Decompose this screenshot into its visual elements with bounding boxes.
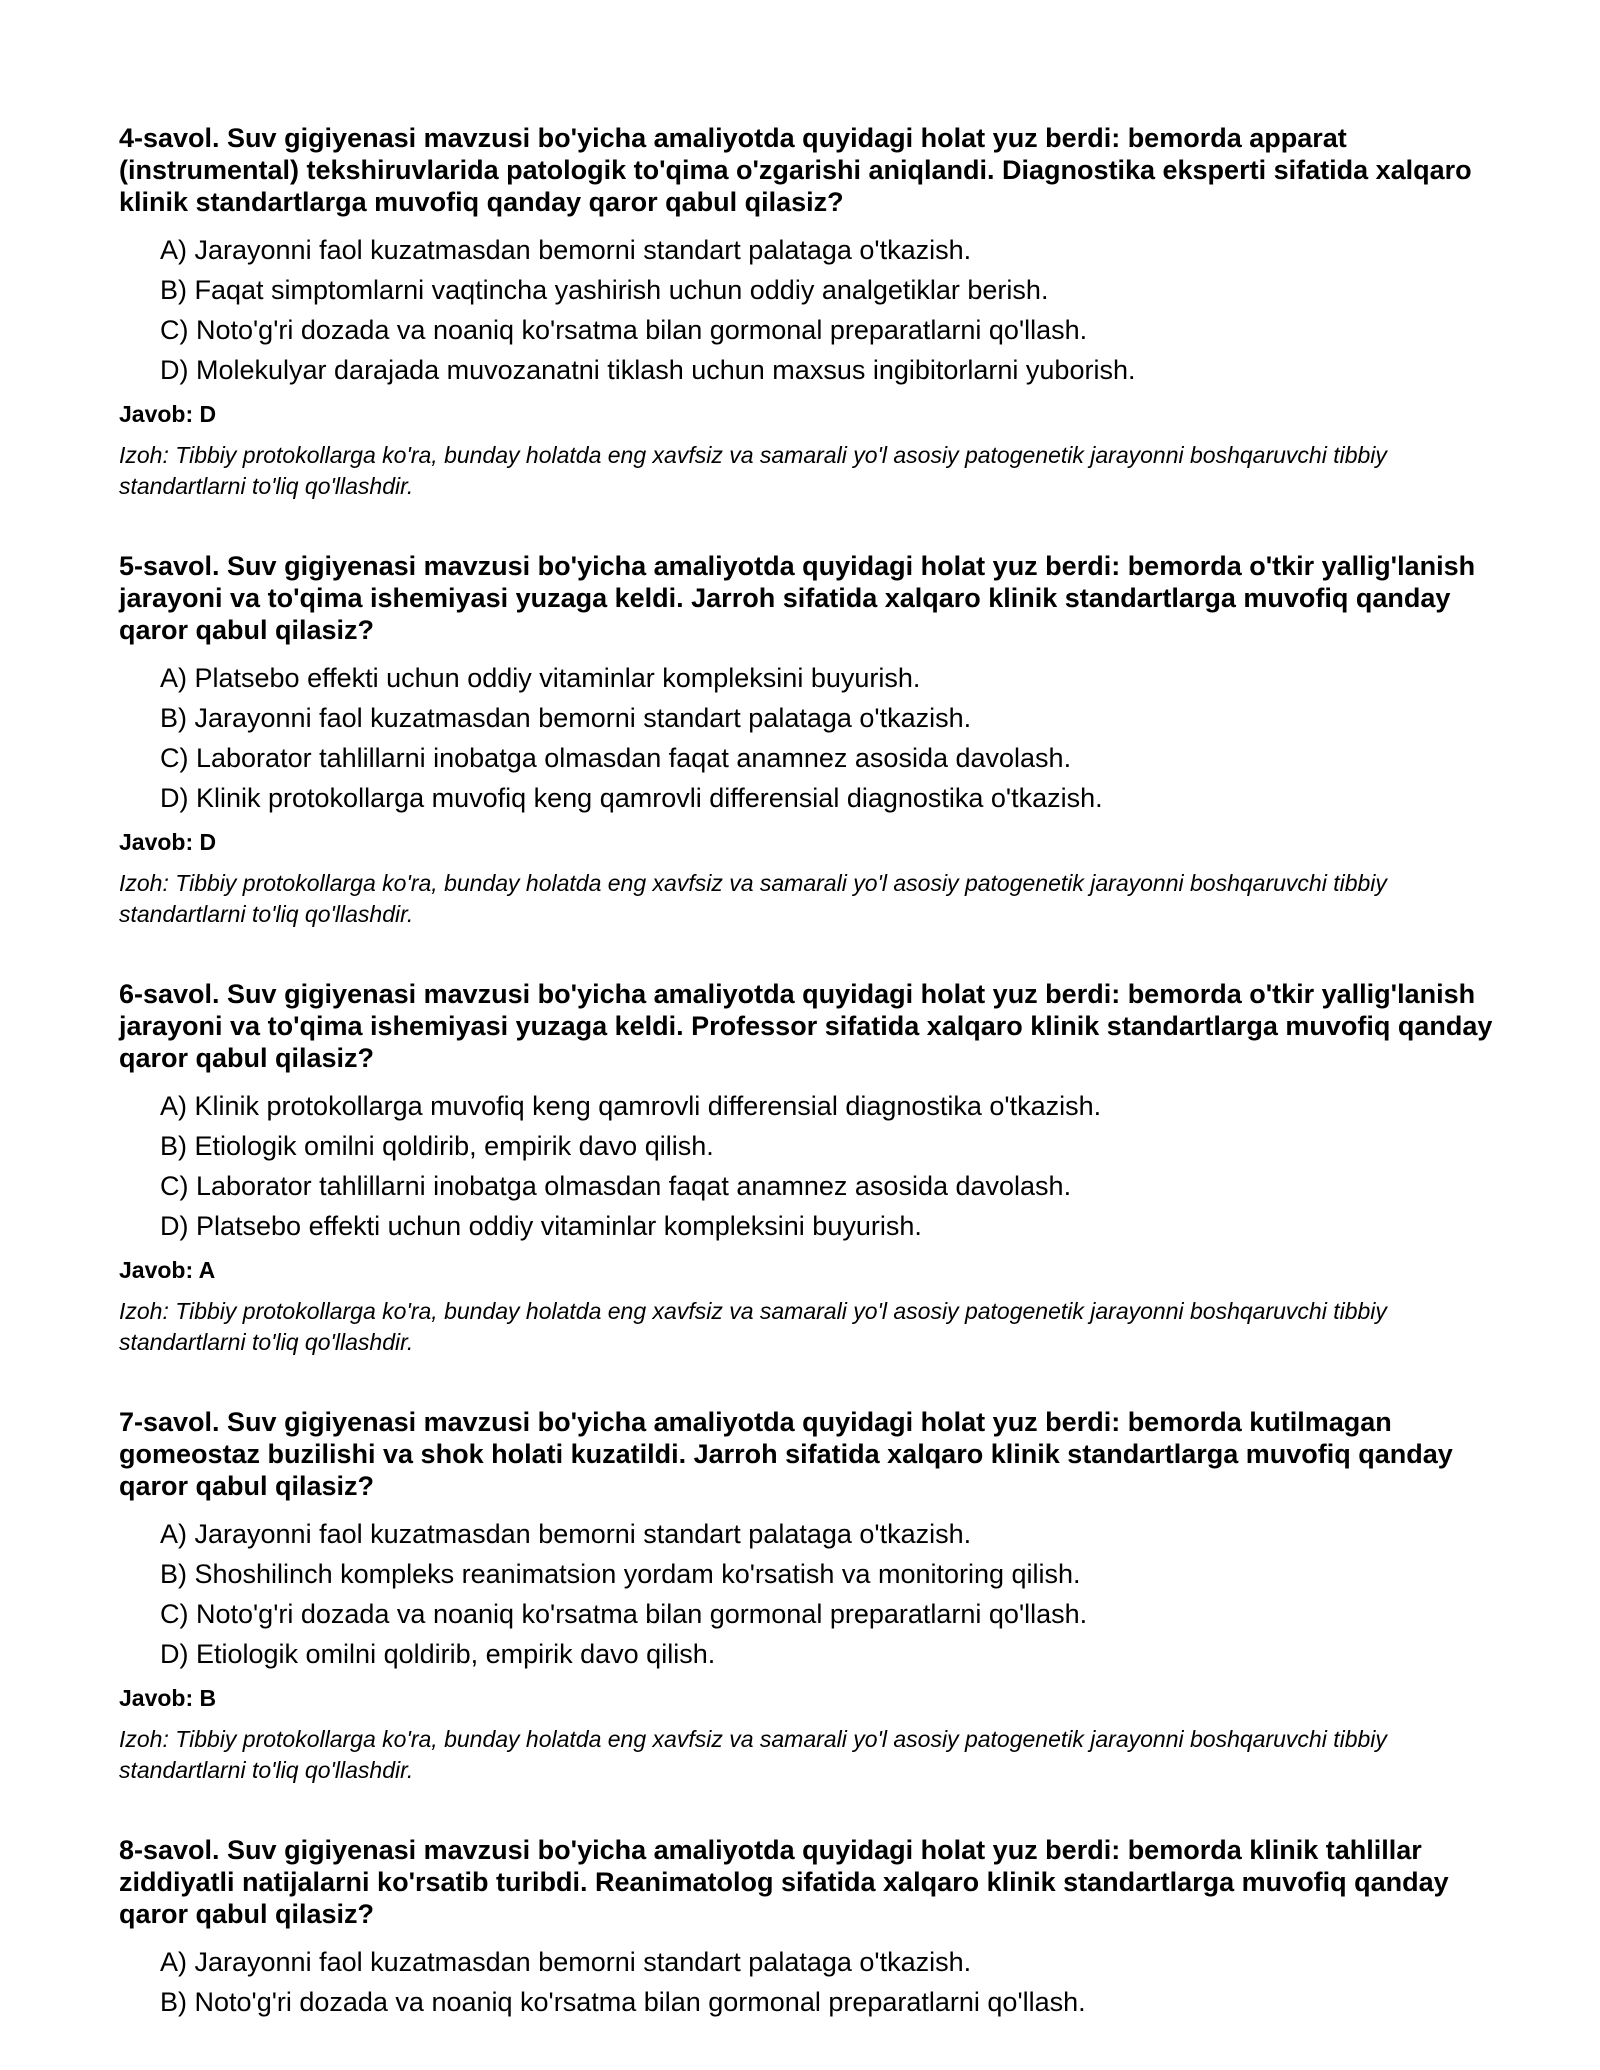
answer-line <box>119 1256 1509 1284</box>
answer-label: Javob: <box>119 401 200 427</box>
option-a: A) Klinik protokollarga muvofiq keng qamrovli differensial diagnostika o'tkazish. <box>160 1091 1102 1121</box>
option-d: D) Klinik protokollarga muvofiq keng qamrovli differensial diagnostika o'tkazish. <box>160 783 1103 813</box>
option-c: C) Noto'g'ri dozada va noaniq ko'rsatma bilan gormonal preparatlarni qo'llash. <box>160 1599 1088 1629</box>
answer-value: D <box>199 401 217 427</box>
question-8 <box>119 1834 1509 2022</box>
explanation: Izoh: Tibbiy protokollarga ko'ra, bunday holatda eng xavfsiz va samarali yo'l asosiy patogenetik jarayonni boshqaruvchi tibbiy standartlarni to'liq qo'llashdir. <box>119 1726 1387 1783</box>
option-c: C) Noto'g'ri dozada va noaniq ko'rsatma bilan gormonal preparatlarni qo'llash. <box>160 315 1088 345</box>
option-a: A) Jarayonni faol kuzatmasdan bemorni standart palataga o'tkazish. <box>160 235 972 265</box>
explanation: Izoh: Tibbiy protokollarga ko'ra, bunday holatda eng xavfsiz va samarali yo'l asosiy patogenetik jarayonni boshqaruvchi tibbiy standartlarni to'liq qo'llashdir. <box>119 442 1387 499</box>
answer-line <box>119 400 1509 428</box>
option-a: A) Jarayonni faol kuzatmasdan bemorni standart palataga o'tkazish. <box>160 1947 972 1977</box>
answer-value: B <box>199 1685 217 1711</box>
option-c: C) Laborator tahlillarni inobatga olmasdan faqat anamnez asosida davolash. <box>160 1171 1072 1201</box>
answer-line <box>119 828 1509 856</box>
document-page <box>119 122 1509 2070</box>
option-a: A) Jarayonni faol kuzatmasdan bemorni standart palataga o'tkazish. <box>160 1519 972 1549</box>
question-7 <box>119 1406 1509 1786</box>
option-c: C) Laborator tahlillarni inobatga olmasdan faqat anamnez asosida davolash. <box>160 743 1072 773</box>
option-a: A) Platsebo effekti uchun oddiy vitaminlar kompleksini buyurish. <box>160 663 921 693</box>
answer-value: D <box>199 829 217 855</box>
answer-label: Javob: <box>119 1257 199 1283</box>
option-b: B) Etiologik omilni qoldirib, empirik davo qilish. <box>160 1131 714 1161</box>
question-6 <box>119 978 1509 1358</box>
option-d: D) Etiologik omilni qoldirib, empirik davo qilish. <box>160 1639 716 1669</box>
answer-label: Javob: <box>119 1685 200 1711</box>
option-d: D) Molekulyar darajada muvozanatni tiklash uchun maxsus ingibitorlarni yuborish. <box>160 355 1136 385</box>
option-b: B) Noto'g'ri dozada va noaniq ko'rsatma bilan gormonal preparatlarni qo'llash. <box>160 1987 1086 2017</box>
question-4 <box>119 122 1509 502</box>
option-b: B) Faqat simptomlarni vaqtincha yashirish uchun oddiy analgetiklar berish. <box>160 275 1049 305</box>
answer-label: Javob: <box>119 829 200 855</box>
option-b: B) Shoshilinch kompleks reanimatsion yordam ko'rsatish va monitoring qilish. <box>160 1559 1081 1589</box>
question-text: 6-savol. Suv gigiyenasi mavzusi bo'yicha amaliyotda quyidagi holat yuz berdi: bemorda o'tkir yallig'lanish jarayoni va to'qima ishemiyasi yuzaga keldi. Professor sifatida xalqaro klinik standartlarga muvofiq qanday qaror qabul qilasiz? <box>119 979 1493 1073</box>
explanation: Izoh: Tibbiy protokollarga ko'ra, bunday holatda eng xavfsiz va samarali yo'l asosiy patogenetik jarayonni boshqaruvchi tibbiy standartlarni to'liq qo'llashdir. <box>119 1298 1387 1355</box>
question-text: 5-savol. Suv gigiyenasi mavzusi bo'yicha amaliyotda quyidagi holat yuz berdi: bemorda o'tkir yallig'lanish jarayoni va to'qima ishemiyasi yuzaga keldi. Jarroh sifatida xalqaro klinik standartlarga muvofiq qanday qaror qabul qilasiz? <box>119 551 1476 645</box>
explanation: Izoh: Tibbiy protokollarga ko'ra, bunday holatda eng xavfsiz va samarali yo'l asosiy patogenetik jarayonni boshqaruvchi tibbiy standartlarni to'liq qo'llashdir. <box>119 870 1387 927</box>
option-b: B) Jarayonni faol kuzatmasdan bemorni standart palataga o'tkazish. <box>160 703 972 733</box>
answer-line <box>119 1684 1509 1712</box>
question-5 <box>119 550 1509 930</box>
question-text: 4-savol. Suv gigiyenasi mavzusi bo'yicha amaliyotda quyidagi holat yuz berdi: bemorda apparat (instrumental) tekshiruvlarida patologik to'qima o'zgarishi aniqlandi. Diagnostika eksperti sifatida xalqaro klinik standartlarga muvofiq qanday qaror qabul qilasiz? <box>119 123 1472 217</box>
question-text: 7-savol. Suv gigiyenasi mavzusi bo'yicha amaliyotda quyidagi holat yuz berdi: bemorda kutilmagan gomeostaz buzilishi va shok holati kuzatildi. Jarroh sifatida xalqaro klinik standartlarga muvofiq qanday qaror qabul qilasiz? <box>119 1407 1453 1501</box>
option-d: D) Platsebo effekti uchun oddiy vitaminlar kompleksini buyurish. <box>160 1211 922 1241</box>
answer-value: A <box>198 1257 216 1283</box>
question-text: 8-savol. Suv gigiyenasi mavzusi bo'yicha amaliyotda quyidagi holat yuz berdi: bemorda klinik tahlillar ziddiyatli natijalarni ko'rsatib turibdi. Reanimatolog sifatida xalqaro klinik standartlarga muvofiq qanday qaror qabul qilasiz? <box>119 1835 1449 1929</box>
